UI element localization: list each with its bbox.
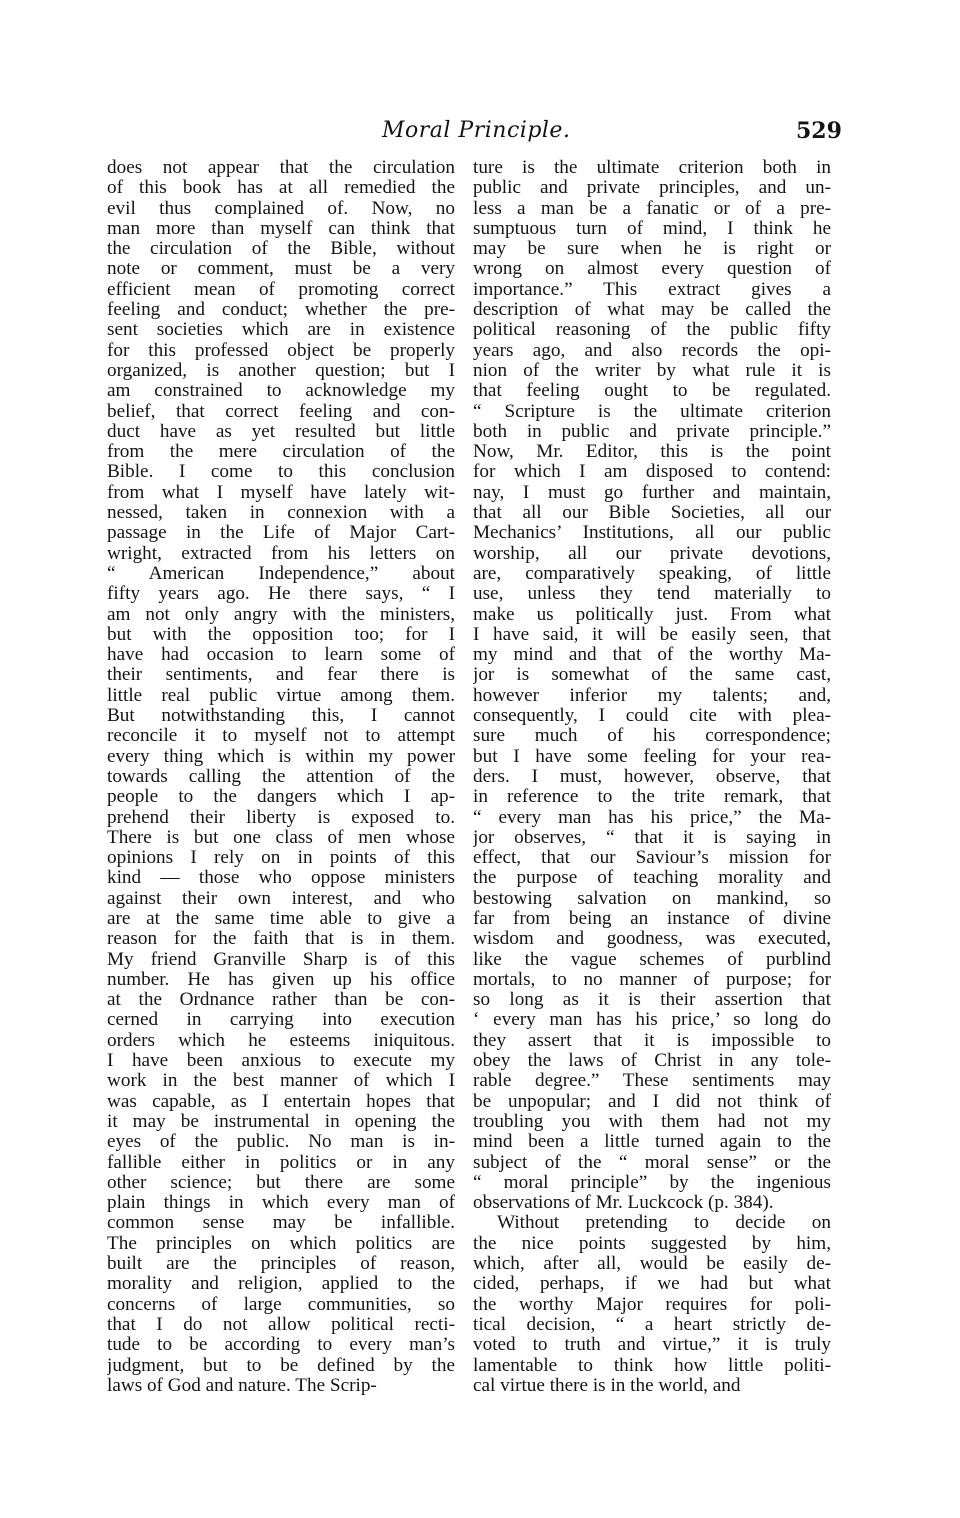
text-line: jor is somewhat of the same cast,: [473, 665, 831, 686]
text-line: like the vague schemes of purblind: [473, 949, 831, 970]
text-line: ture is the ultimate criterion both in: [473, 158, 831, 178]
text-line: rable degree.” These sentiments may: [473, 1071, 831, 1092]
text-line: wrong on almost every question of: [473, 259, 831, 280]
text-line: man more than myself can think that: [107, 218, 455, 239]
text-line: feeling and conduct; whether the pre-: [107, 300, 455, 321]
text-line: in reference to the trite remark, that: [473, 787, 831, 808]
text-line: I have said, it will be easily seen, that: [473, 624, 831, 645]
text-line: built are the principles of reason,: [107, 1254, 455, 1275]
text-line: cerned in carrying into execution: [107, 1010, 455, 1031]
text-line: political reasoning of the public fifty: [473, 320, 831, 341]
text-line: Now, Mr. Editor, this is the point: [473, 442, 831, 463]
text-line: obey the laws of Christ in any tole-: [473, 1051, 831, 1072]
text-line: description of what may be called the: [473, 300, 831, 321]
text-line: so long as it is their assertion that: [473, 990, 831, 1011]
text-line: bestowing salvation on mankind, so: [473, 888, 831, 909]
text-line: observations of Mr. Luckcock (p. 384).: [473, 1193, 774, 1214]
text-line: sumptuous turn of mind, I think he: [473, 218, 831, 239]
text-line: have had occasion to learn some of: [107, 645, 455, 666]
text-line: The principles on which politics are: [107, 1233, 455, 1254]
text-line: consequently, I could cite with plea-: [473, 706, 831, 727]
text-line: common sense may be infallible.: [107, 1213, 455, 1234]
text-line: use, unless they tend materially to: [473, 584, 831, 605]
text-line: the worthy Major requires for poli-: [473, 1294, 831, 1315]
text-line: voted to truth and virtue,” it is truly: [473, 1335, 831, 1356]
text-line: cal virtue there is in the world, and: [473, 1375, 741, 1396]
text-line: concerns of large communities, so: [107, 1294, 455, 1315]
text-line: that feeling ought to be regulated.: [473, 381, 831, 402]
text-line: importance.” This extract gives a: [473, 279, 831, 300]
text-line: from what I myself have lately wit-: [107, 482, 455, 503]
text-line: “ American Independence,” about: [107, 563, 455, 584]
text-line: which, after all, would be easily de-: [473, 1254, 831, 1275]
text-line: judgment, but to be defined by the: [107, 1355, 455, 1376]
text-line: There is but one class of men whose: [107, 827, 455, 848]
text-line: am not only angry with the ministers,: [107, 604, 455, 625]
text-line: “ every man has his price,” the Ma-: [473, 807, 831, 828]
text-line: jor observes, “ that it is saying in: [473, 827, 831, 848]
text-line: duct have as yet resulted but little: [107, 421, 455, 442]
text-line: tical decision, “ a heart strictly de-: [473, 1314, 831, 1335]
text-line: the nice points suggested by him,: [473, 1233, 831, 1254]
text-line: laws of God and nature. The Scrip-: [107, 1375, 377, 1396]
text-column-right: [473, 158, 831, 1396]
text-line: they assert that it is impossible to: [473, 1030, 831, 1051]
text-line: wright, extracted from his letters on: [107, 543, 455, 564]
text-line: belief, that correct feeling and con-: [107, 401, 455, 422]
text-line: orders which he esteems iniquitous.: [107, 1030, 455, 1051]
text-line: make us politically just. From what: [473, 604, 831, 625]
text-line: mortals, to no manner of purpose; for: [473, 969, 831, 990]
text-line: Without pretending to decide on: [497, 1213, 831, 1234]
text-line: other science; but there are some: [107, 1172, 455, 1193]
text-line: nay, I must go further and maintain,: [473, 482, 831, 503]
text-line: it may be instrumental in opening the: [107, 1111, 455, 1132]
text-line: evil thus complained of. Now, no: [107, 198, 455, 219]
text-line: troubling you with them had not my: [473, 1111, 831, 1132]
text-line: sent societies which are in existence: [107, 320, 455, 341]
text-line: towards calling the attention of the: [107, 766, 455, 787]
text-line: but I have some feeling for your rea-: [473, 746, 831, 767]
text-line: but with the opposition too; for I: [107, 624, 455, 645]
text-line: note or comment, must be a very: [107, 259, 455, 280]
text-line: the circulation of the Bible, without: [107, 239, 455, 260]
text-line: be unpopular; and I did not think of: [473, 1091, 831, 1112]
text-line: fifty years ago. He there says, “ I: [107, 584, 455, 605]
text-line: reconcile it to myself not to attempt: [107, 726, 455, 747]
text-line: ders. I must, however, observe, that: [473, 766, 831, 787]
text-line: subject of the “ moral sense” or the: [473, 1152, 831, 1173]
text-line: may be sure when he is right or: [473, 239, 831, 260]
text-line: are, comparatively speaking, of little: [473, 563, 831, 584]
text-line: less a man be a fanatic or of a pre-: [473, 198, 831, 219]
text-line: opinions I rely on in points of this: [107, 848, 455, 869]
text-line: But notwithstanding this, I cannot: [107, 706, 455, 727]
text-line: work in the best manner of which I: [107, 1071, 455, 1092]
text-line: nessed, taken in connexion with a: [107, 503, 455, 524]
text-line: their sentiments, and fear there is: [107, 665, 455, 686]
text-line: effect, that our Saviour’s mission for: [473, 848, 831, 869]
text-line: are at the same time able to give a: [107, 908, 455, 929]
text-line: of this book has at all remedied the: [107, 178, 455, 199]
text-line: years ago, and also records the opi-: [473, 340, 831, 361]
text-line: nion of the writer by what rule it is: [473, 360, 831, 381]
text-line: My friend Granville Sharp is of this: [107, 949, 455, 970]
text-column-left: [107, 158, 455, 1396]
text-line: from the mere circulation of the: [107, 442, 455, 463]
text-line: reason for the faith that is in them.: [107, 929, 455, 950]
text-line: does not appear that the circulation: [107, 158, 455, 178]
page-number: 529: [796, 118, 842, 144]
text-line: worship, all our private devotions,: [473, 543, 831, 564]
text-line: public and private principles, and un-: [473, 178, 831, 199]
text-line: was capable, as I entertain hopes that: [107, 1091, 455, 1112]
text-line: am constrained to acknowledge my: [107, 381, 455, 402]
text-line: “ moral principle” by the ingenious: [473, 1172, 831, 1193]
text-line: for this professed object be properly: [107, 340, 455, 361]
text-line: eyes of the public. No man is in-: [107, 1132, 455, 1153]
text-line: every thing which is within my power: [107, 746, 455, 767]
text-line: sure much of his correspondence;: [473, 726, 831, 747]
text-line: passage in the Life of Major Cart-: [107, 523, 455, 544]
text-line: little real public virtue among them.: [107, 685, 455, 706]
text-line: morality and religion, applied to the: [107, 1274, 455, 1295]
text-line: lamentable to think how little politi-: [473, 1355, 831, 1376]
text-line: however inferior my talents; and,: [473, 685, 831, 706]
text-line: “ Scripture is the ultimate criterion: [473, 401, 831, 422]
text-line: mind been a little turned again to the: [473, 1132, 831, 1153]
running-head: [0, 118, 960, 154]
text-line: prehend their liberty is exposed to.: [107, 807, 455, 828]
text-line: efficient mean of promoting correct: [107, 279, 455, 300]
text-line: I have been anxious to execute my: [107, 1051, 455, 1072]
text-line: at the Ordnance rather than be con-: [107, 990, 455, 1011]
text-line: plain things in which every man of: [107, 1193, 455, 1214]
text-line: people to the dangers which I ap-: [107, 787, 455, 808]
text-line: that all our Bible Societies, all our: [473, 503, 831, 524]
text-line: organized, is another question; but I: [107, 360, 455, 381]
text-line: Mechanics’ Institutions, all our public: [473, 523, 831, 544]
text-line: wisdom and goodness, was executed,: [473, 929, 831, 950]
text-line: far from being an instance of divine: [473, 908, 831, 929]
text-line: for which I am disposed to contend:: [473, 462, 831, 483]
text-line: tude to be according to every man’s: [107, 1335, 455, 1356]
running-title: Moral Principle.: [382, 118, 571, 143]
text-line: fallible either in politics or in any: [107, 1152, 455, 1173]
text-line: Bible. I come to this conclusion: [107, 462, 455, 483]
text-line: the purpose of teaching morality and: [473, 868, 831, 889]
text-line: cided, perhaps, if we had but what: [473, 1274, 831, 1295]
text-line: both in public and private principle.”: [473, 421, 831, 442]
text-line: ‘ every man has his price,’ so long do: [473, 1010, 831, 1031]
text-line: that I do not allow political recti-: [107, 1314, 455, 1335]
text-line: my mind and that of the worthy Ma-: [473, 645, 831, 666]
text-line: kind — those who oppose ministers: [107, 868, 455, 889]
text-line: number. He has given up his office: [107, 969, 455, 990]
text-line: against their own interest, and who: [107, 888, 455, 909]
